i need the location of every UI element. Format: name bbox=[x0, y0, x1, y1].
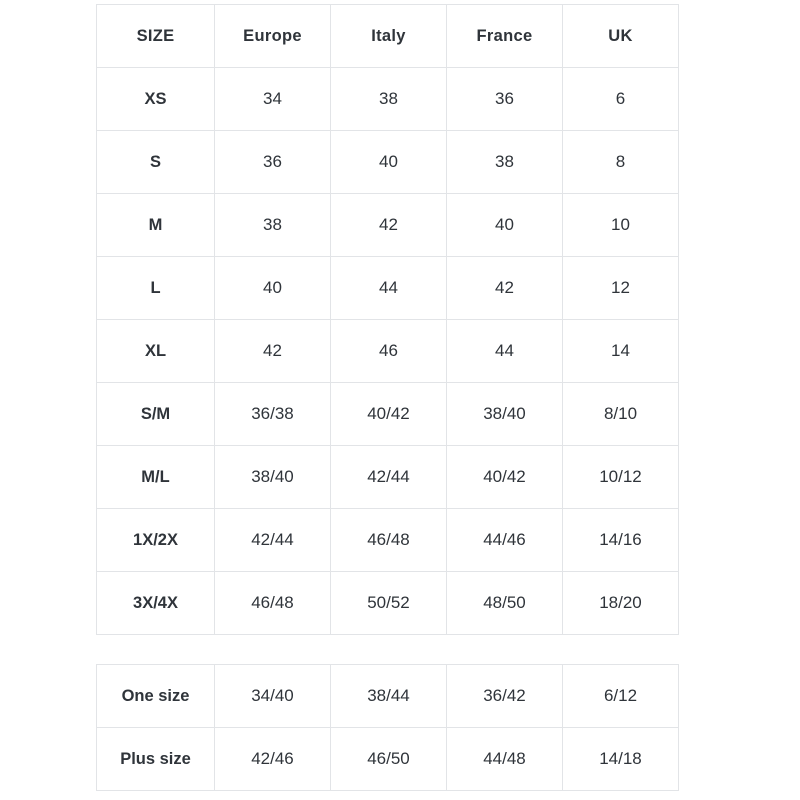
cell-france: 40/42 bbox=[447, 446, 563, 509]
row-label: L bbox=[97, 257, 215, 320]
row-label: S/M bbox=[97, 383, 215, 446]
row-label: S bbox=[97, 131, 215, 194]
table-row bbox=[97, 131, 679, 194]
table-row bbox=[97, 194, 679, 257]
main-size-table-head bbox=[97, 5, 679, 68]
cell-uk: 12 bbox=[563, 257, 679, 320]
table-row bbox=[97, 383, 679, 446]
cell-france: 38 bbox=[447, 131, 563, 194]
cell-italy: 42 bbox=[331, 194, 447, 257]
cell-uk: 10 bbox=[563, 194, 679, 257]
cell-france: 44/46 bbox=[447, 509, 563, 572]
cell-italy: 50/52 bbox=[331, 572, 447, 635]
table-row bbox=[97, 68, 679, 131]
column-header-italy: Italy bbox=[331, 5, 447, 68]
main-size-table bbox=[96, 4, 679, 635]
cell-uk: 18/20 bbox=[563, 572, 679, 635]
row-label: One size bbox=[97, 665, 215, 728]
main-size-table-container bbox=[96, 4, 678, 635]
cell-italy: 40 bbox=[331, 131, 447, 194]
cell-france: 44 bbox=[447, 320, 563, 383]
cell-uk: 14 bbox=[563, 320, 679, 383]
row-label: XS bbox=[97, 68, 215, 131]
cell-france: 44/48 bbox=[447, 728, 563, 791]
table-row bbox=[97, 665, 679, 728]
cell-europe: 34 bbox=[215, 68, 331, 131]
cell-italy: 46/50 bbox=[331, 728, 447, 791]
cell-italy: 44 bbox=[331, 257, 447, 320]
table-row bbox=[97, 509, 679, 572]
row-label: Plus size bbox=[97, 728, 215, 791]
table-header-row bbox=[97, 5, 679, 68]
row-label: M/L bbox=[97, 446, 215, 509]
column-header-france: France bbox=[447, 5, 563, 68]
cell-france: 36 bbox=[447, 68, 563, 131]
cell-europe: 38 bbox=[215, 194, 331, 257]
cell-europe: 36/38 bbox=[215, 383, 331, 446]
table-row bbox=[97, 320, 679, 383]
row-label: M bbox=[97, 194, 215, 257]
cell-uk: 8/10 bbox=[563, 383, 679, 446]
cell-uk: 6 bbox=[563, 68, 679, 131]
cell-europe: 42/44 bbox=[215, 509, 331, 572]
cell-europe: 36 bbox=[215, 131, 331, 194]
cell-europe: 38/40 bbox=[215, 446, 331, 509]
cell-italy: 38 bbox=[331, 68, 447, 131]
table-row bbox=[97, 446, 679, 509]
cell-france: 42 bbox=[447, 257, 563, 320]
table-row bbox=[97, 728, 679, 791]
row-label: 3X/4X bbox=[97, 572, 215, 635]
cell-france: 36/42 bbox=[447, 665, 563, 728]
cell-france: 48/50 bbox=[447, 572, 563, 635]
secondary-size-table bbox=[96, 664, 679, 791]
cell-italy: 46/48 bbox=[331, 509, 447, 572]
cell-italy: 40/42 bbox=[331, 383, 447, 446]
cell-europe: 46/48 bbox=[215, 572, 331, 635]
cell-italy: 42/44 bbox=[331, 446, 447, 509]
secondary-size-table-body bbox=[97, 665, 679, 791]
cell-uk: 10/12 bbox=[563, 446, 679, 509]
cell-italy: 38/44 bbox=[331, 665, 447, 728]
cell-uk: 14/16 bbox=[563, 509, 679, 572]
cell-europe: 42/46 bbox=[215, 728, 331, 791]
cell-uk: 8 bbox=[563, 131, 679, 194]
column-header-uk: UK bbox=[563, 5, 679, 68]
cell-europe: 40 bbox=[215, 257, 331, 320]
column-header-europe: Europe bbox=[215, 5, 331, 68]
cell-europe: 42 bbox=[215, 320, 331, 383]
cell-uk: 14/18 bbox=[563, 728, 679, 791]
column-header-size: SIZE bbox=[97, 5, 215, 68]
main-size-table-body bbox=[97, 68, 679, 635]
table-row bbox=[97, 257, 679, 320]
cell-france: 40 bbox=[447, 194, 563, 257]
table-row bbox=[97, 572, 679, 635]
cell-france: 38/40 bbox=[447, 383, 563, 446]
cell-uk: 6/12 bbox=[563, 665, 679, 728]
secondary-size-table-container bbox=[96, 664, 678, 791]
cell-italy: 46 bbox=[331, 320, 447, 383]
row-label: XL bbox=[97, 320, 215, 383]
row-label: 1X/2X bbox=[97, 509, 215, 572]
cell-europe: 34/40 bbox=[215, 665, 331, 728]
